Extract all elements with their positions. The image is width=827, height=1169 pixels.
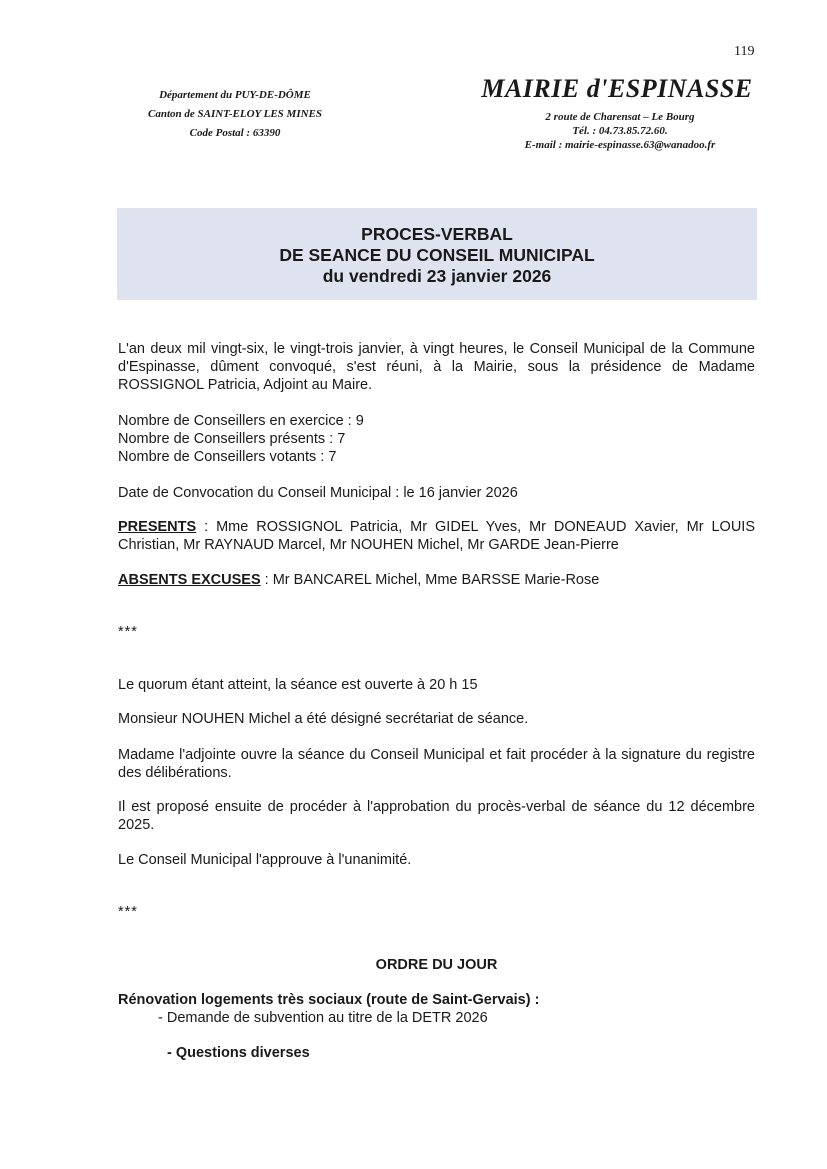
- count-exercice: Nombre de Conseillers en exercice : 9: [118, 413, 364, 429]
- paragraph: Madame l'adjointe ouvre la séance du Conseil Municipal et fait procéder à la signature du registre des délibérations.: [118, 747, 755, 781]
- absents-label: ABSENTS EXCUSES: [118, 572, 261, 588]
- document-body: [118, 340, 755, 1062]
- agenda-title: ORDRE DU JOUR: [375, 957, 498, 973]
- presents: [118, 518, 755, 554]
- separator: ***: [118, 624, 138, 640]
- intro: L'an deux mil vingt-six, le vingt-trois janvier, à vingt heures, le Conseil Municipal de la Commune d'Espinasse, dûment convoqué, s'est réuni, à la Mairie, sous la présidence de Madame ROSSIGNOL Patricia, Adjoint au Maire.: [118, 341, 755, 393]
- mairie-title: MAIRIE d'ESPINASSE: [481, 74, 753, 103]
- page-number: 119: [734, 44, 755, 59]
- count-votants: Nombre de Conseillers votants : 7: [118, 449, 337, 465]
- count-presents: Nombre de Conseillers présents : 7: [118, 431, 346, 447]
- title-date: du vendredi 23 janvier 2026: [322, 266, 552, 286]
- email: E-mail : mairie-espinasse.63@wanadoo.fr: [524, 139, 716, 151]
- presents-list: : Mme ROSSIGNOL Patricia, Mr GIDEL Yves, Mr DONEAUD Xavier, Mr LOUIS Christian, Mr RAYNAUD Marcel, Mr NOUHEN Michel, Mr GARDE Jean-Pierre: [118, 519, 755, 553]
- convocation-date: Date de Convocation du Conseil Municipal : le 16 janvier 2026: [118, 485, 518, 501]
- header-left: [110, 86, 360, 143]
- title-line: DE SEANCE DU CONSEIL MUNICIPAL: [279, 245, 595, 265]
- absents-list: : Mr BANCAREL Michel, Mme BARSSE Marie-Rose: [260, 572, 600, 588]
- paragraph: Monsieur NOUHEN Michel a été désigné secrétariat de séance.: [118, 711, 529, 727]
- agenda-misc: - Questions diverses: [167, 1045, 310, 1061]
- postal-code: Code Postal : 63390: [189, 127, 281, 139]
- document-title: [117, 208, 757, 300]
- paragraph: Il est proposé ensuite de procéder à l'approbation du procès-verbal de séance du 12 décembre 2025.: [118, 799, 755, 833]
- presents-label: PRESENTS: [118, 519, 197, 535]
- header-right: [470, 110, 770, 152]
- paragraph: Le quorum étant atteint, la séance est ouverte à 20 h 15: [118, 677, 478, 693]
- agenda-subitem: - Demande de subvention au titre de la DETR 2026: [158, 1010, 488, 1026]
- absents: [118, 571, 755, 589]
- address: 2 route de Charensat – Le Bourg: [545, 111, 695, 123]
- phone: Tél. : 04.73.85.72.60.: [572, 125, 668, 137]
- paragraph: Le Conseil Municipal l'approuve à l'unanimité.: [118, 852, 412, 868]
- department: Département du PUY-DE-DÔME: [159, 89, 311, 101]
- agenda-item: Rénovation logements très sociaux (route de Saint-Gervais) :: [118, 992, 540, 1008]
- canton: Canton de SAINT-ELOY LES MINES: [147, 108, 322, 120]
- separator: ***: [118, 904, 138, 920]
- title-line: PROCES-VERBAL: [361, 224, 513, 244]
